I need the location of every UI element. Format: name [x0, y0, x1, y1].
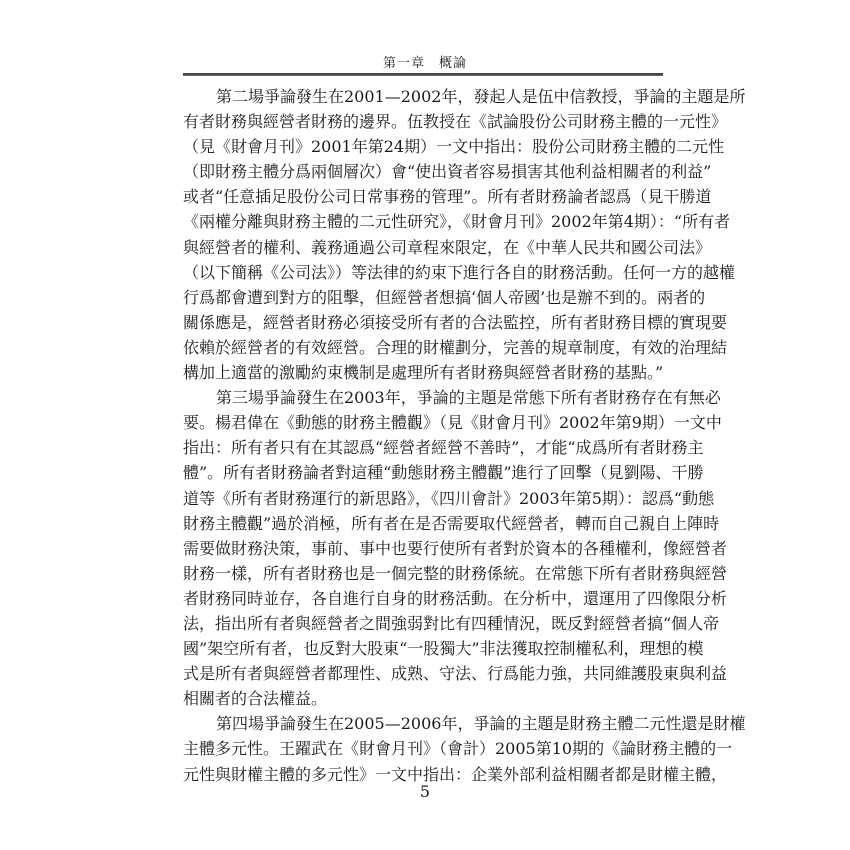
text-line: 相關者的合法權益。 — [183, 689, 328, 709]
page-number: 5 — [419, 782, 431, 801]
text-line: （見《財會月刊》2001年第24期）一文中指出：股份公司財務主體的二元性 — [183, 137, 725, 157]
text-line: 式是所有者與經營者都理性、成熟、守法、行爲能力強，共同維護股東與利益 — [183, 664, 728, 684]
text-line: 法，指出所有者與經營者之間強弱對比有四種情況，既反對經營者搞“個人帝 — [183, 613, 720, 633]
text-line: 第三場爭論發生在2003年，爭論的主題是常態下所有者財務存在有無必 — [216, 388, 721, 408]
text-line: 行爲都會遭到對方的阻擊，但經營者想搞‘個人帝國’也是辦不到的。兩者的 — [183, 287, 706, 307]
text-line: 與經營者的權利、義務通過公司章程來限定，在《中華人民共和國公司法》 — [183, 237, 712, 257]
text-line: 元性與財權主體的多元性》一文中指出：企業外部利益相關者都是財權主體， — [183, 764, 728, 784]
text-line: 關係應是，經營者財務必須接受所有者的合法監控，所有者財務目標的實現要 — [183, 312, 728, 332]
running-header: 第一章 概論 — [382, 56, 467, 71]
text-line: 者財務同時並存，各自進行自身的財務活動。在分析中，還運用了四像限分析 — [183, 588, 728, 608]
text-line: 或者“任意插足股份公司日常事務的管理”。所有者財務論者認爲（見干勝道 — [183, 187, 712, 207]
text-line: （以下簡稱《公司法》）等法律的約束下進行各自的財務活動。任何一方的越權 — [183, 262, 736, 282]
text-line: 《兩權分離與財務主體的二元性研究》，《財會月刊》2002年第4期）：“所有者 — [183, 212, 731, 232]
text-line: 有者財務與經營者財務的邊界。伍教授在《試論股份公司財務主體的一元性》 — [183, 112, 728, 132]
text-line: 第四場爭論發生在2005—2006年，爭論的主題是財務主體二元性還是財權 — [216, 714, 746, 734]
text-line: 道等《所有者財務運行的新思路》，《四川會計》2003年第5期）：認爲“動態 — [183, 488, 715, 508]
text-line: 體”。所有者財務論者對這種“動態財務主體觀”進行了回擊（見劉陽、干勝 — [183, 463, 704, 483]
text-line: 依賴於經營者的有效經營。合理的財權劃分，完善的規章制度，有效的治理結 — [183, 337, 728, 357]
header-rule — [183, 73, 663, 76]
text-line: 要。楊君偉在《動態的財務主體觀》（見《財會月刊》2002年第9期）一文中 — [183, 413, 722, 433]
text-line: 指出：所有者只有在其認爲“經營者經營不善時”，才能“成爲所有者財務主 — [183, 438, 704, 458]
text-line: （即財務主體分爲兩個層次）會“使出資者容易損害其他利益相關者的利益” — [183, 162, 712, 182]
text-line: 財務一樣，所有者財務也是一個完整的財務係統。在常態下所有者財務與經營 — [183, 563, 728, 583]
text-line: 構加上適當的激勵約束機制是處理所有者財務與經營者財務的基點。” — [183, 363, 664, 383]
text-line: 需要做財務決策，事前、事中也要行使所有者對於資本的各種權利，像經營者 — [183, 538, 728, 558]
text-line: 國”架空所有者，也反對大股東“一股獨大”非法獲取控制權私利，理想的模 — [183, 639, 704, 659]
text-line: 第二場爭論發生在2001—2002年，發起人是伍中信教授，爭論的主題是所 — [216, 87, 746, 106]
text-line: 財務主體觀”過於消極，所有者在是否需要取代經營者，轉而自己親自上陣時 — [183, 513, 720, 533]
text-line: 主體多元性。王躍武在《財會月刊》（會計）2005第10期的《論財務主體的一 — [183, 739, 733, 759]
page-body — [183, 84, 746, 787]
